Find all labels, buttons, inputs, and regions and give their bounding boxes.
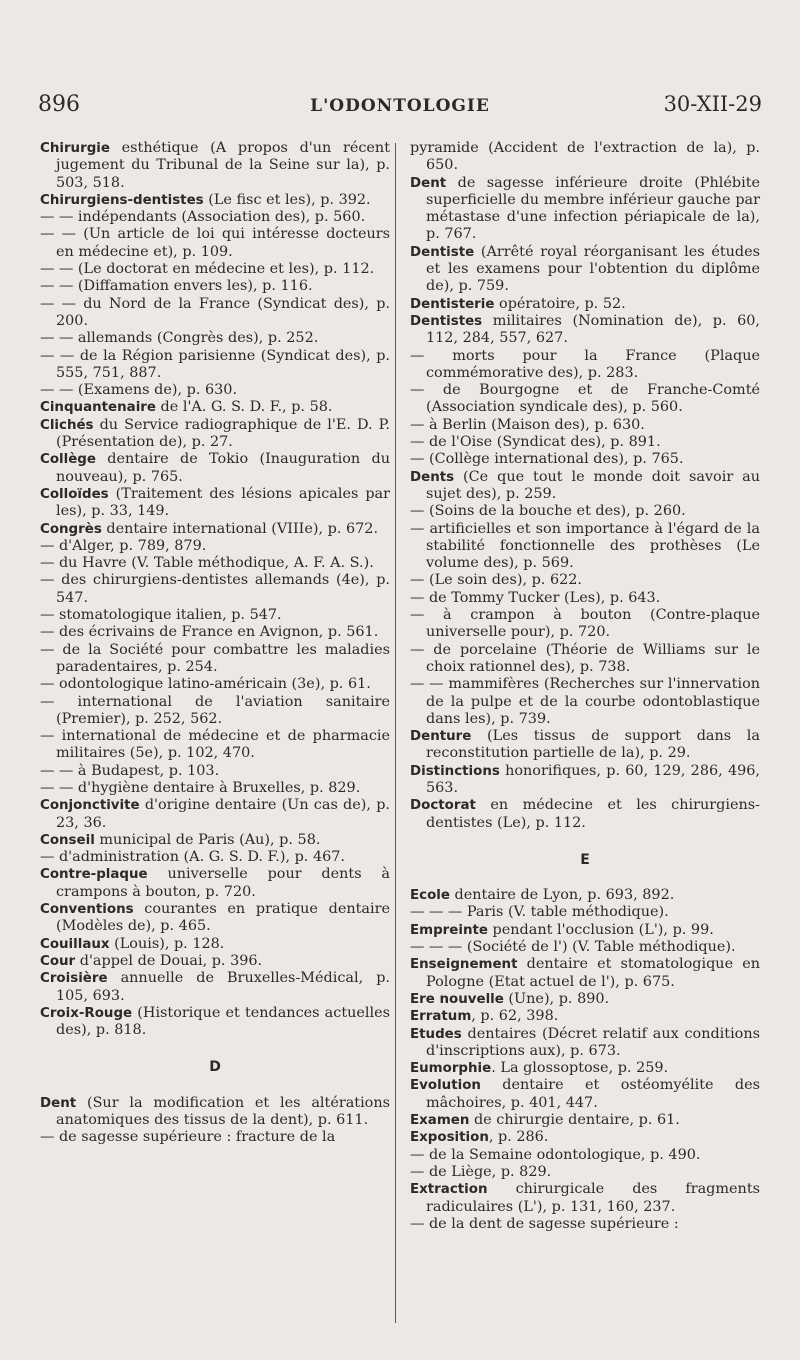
index-headword: Distinctions	[410, 763, 500, 779]
index-headword: Contre-plaque	[40, 867, 148, 883]
index-entry-text: d'origine dentaire (Un cas de), p. 23, 36.	[56, 797, 390, 831]
index-entry-text: — d'administration (A. G. S. D. F.), p. 467.	[40, 849, 345, 866]
index-headword: Colloïdes	[40, 486, 109, 502]
index-entry-text: municipal de Paris (Au), p. 58.	[94, 831, 321, 848]
index-entry-text: — de Liège, p. 829.	[410, 1163, 552, 1180]
index-entry	[410, 590, 760, 607]
index-entry-text: , p. 286.	[488, 1129, 549, 1146]
index-entry	[410, 521, 760, 573]
index-entry	[410, 1060, 760, 1077]
index-headword: Etudes	[410, 1026, 462, 1042]
index-entry-text: dentaire et stomatologique en Pologne (Etat actuel de l'), p. 675.	[426, 956, 760, 990]
index-entry	[40, 399, 390, 416]
index-entry	[410, 991, 760, 1008]
index-entry-text: dentaire de Lyon, p. 693, 892.	[449, 887, 675, 904]
index-entry	[410, 1008, 760, 1025]
index-headword: Collège	[40, 452, 96, 468]
index-entry-text: — (Le soin des), p. 622.	[410, 572, 582, 589]
index-entry-text: dentaires (Décret relatif aux conditions d'inscriptions aux), p. 673.	[426, 1025, 760, 1059]
index-entry-text: — — — Paris (V. table méthodique).	[410, 904, 669, 921]
index-headword: Conventions	[40, 902, 134, 918]
index-entry-text: (Le fisc et les), p. 392.	[203, 191, 371, 208]
running-title: L'ODONTOLOGIE	[310, 96, 490, 116]
index-entry	[40, 866, 390, 901]
index-headword: Dentistes	[410, 313, 483, 329]
index-entry-text: — à crampon à bouton (Contre-plaque universelle pour), p. 720.	[410, 607, 760, 641]
index-entry-text: annuelle de Bruxelles-Médical, p. 105, 693.	[56, 970, 390, 1004]
index-entry	[410, 1216, 760, 1233]
index-entry	[40, 140, 390, 192]
index-entry-text: — (Soins de la bouche et des), p. 260.	[410, 503, 686, 520]
index-entry	[40, 953, 390, 970]
index-headword: Croix-Rouge	[40, 1005, 133, 1021]
index-entry-text: — — du Nord de la France (Syndicat des), p. 200.	[40, 295, 390, 329]
index-entry	[40, 382, 390, 399]
index-entry	[410, 728, 760, 763]
index-entry-text: — de la dent de sagesse supérieure :	[410, 1215, 679, 1232]
index-entry-text: — — d'hygiène dentaire à Bruxelles, p. 829.	[40, 779, 361, 796]
index-headword: Denture	[410, 729, 472, 745]
index-entry	[410, 763, 760, 798]
index-entry	[40, 521, 390, 538]
index-entry-text: — — mammifères (Recherches sur l'innervation de la pulpe et de la courbe odontoblastique dans les), p. 739.	[410, 676, 760, 727]
index-entry	[40, 1129, 390, 1146]
index-entry	[40, 296, 390, 331]
index-entry	[40, 728, 390, 763]
index-entry-text: courantes en pratique dentaire (Modèles de), p. 465.	[56, 901, 390, 935]
index-entry-text: militaires (Nomination de), p. 60, 112, 284, 557, 627.	[426, 312, 760, 347]
index-headword: Examen	[410, 1113, 470, 1129]
index-entry	[410, 503, 760, 520]
index-headword: Conjonctivite	[40, 798, 140, 814]
index-entry-text: de l'A. G. S. D. F., p. 58.	[155, 399, 333, 416]
index-entry-text: honorifiques, p. 60, 129, 286, 496, 563.	[426, 762, 760, 796]
index-entry	[410, 1112, 760, 1129]
index-entry-text: — de sagesse supérieure : fracture de la	[40, 1129, 336, 1146]
index-entry	[40, 572, 390, 607]
index-entry-text: — odontologique latino-américain (3e), p. 61.	[40, 676, 371, 693]
index-entry	[40, 278, 390, 295]
index-entry	[40, 261, 390, 278]
index-entry-text: (Une), p. 890.	[503, 990, 610, 1007]
index-entry	[410, 956, 760, 991]
index-entry	[410, 382, 760, 417]
index-column-left	[40, 140, 390, 1147]
index-entry	[40, 1095, 390, 1130]
index-entry-text: — artificielles et son importance à l'égard de la stabilité fonctionnelle des prothèses (Le volume des), p. 569.	[410, 520, 760, 572]
index-entry-text: . La glossoptose, p. 259.	[491, 1060, 669, 1077]
index-entry	[40, 624, 390, 641]
index-entry	[410, 922, 760, 939]
index-headword: Cour	[40, 953, 76, 969]
index-entry-text: , p. 62, 398.	[471, 1008, 559, 1025]
index-entry-text: (Traitement des lésions apicales par les), p. 33, 149.	[56, 485, 390, 520]
index-entry-text: — de l'Oise (Syndicat des), p. 891.	[410, 434, 661, 451]
index-entry	[40, 538, 390, 555]
index-entry	[410, 348, 760, 383]
index-entry	[410, 469, 760, 504]
index-entry-text: de sagesse inférieure droite (Phlébite superficielle du membre inférieur gauche par métastase d'une infection périapicale de la), p. 767.	[426, 174, 760, 243]
index-entry-text: — des écrivains de France en Avignon, p. 561.	[40, 624, 379, 641]
index-entry	[410, 607, 760, 642]
index-entry-text: — — allemands (Congrès des), p. 252.	[40, 330, 319, 347]
index-entry-text: — de la Société pour combattre les maladies paradentaires, p. 254.	[40, 641, 390, 675]
index-entry	[410, 313, 760, 348]
index-entry	[40, 486, 390, 521]
index-entry	[40, 642, 390, 677]
index-headword: Eumorphie	[410, 1061, 492, 1077]
index-entry	[40, 832, 390, 849]
index-entry-text: pendant l'occlusion (L'), p. 99.	[487, 921, 714, 938]
issue-date: 30-XII-29	[663, 92, 762, 116]
index-entry-text: — — indépendants (Association des), p. 560.	[40, 209, 366, 226]
index-entry-text: du Service radiographique de l'E. D. P. (Présentation de), p. 27.	[56, 416, 390, 451]
index-entry	[40, 694, 390, 729]
index-entry-text: (Sur la modification et les altérations anatomiques des tissus de la dent), p. 611.	[56, 1094, 390, 1129]
index-entry	[410, 175, 760, 244]
index-entry-text: — international de l'aviation sanitaire (Premier), p. 252, 562.	[40, 693, 390, 727]
index-headword: Dent	[40, 1095, 77, 1111]
index-entry-text: — de Bourgogne et de Franche-Comté (Association syndicale des), p. 560.	[410, 382, 760, 416]
index-entry-text: — de Tommy Tucker (Les), p. 643.	[410, 589, 661, 606]
index-entry	[410, 797, 760, 832]
index-entry-text: — à Berlin (Maison des), p. 630.	[410, 416, 645, 433]
index-entry-text: (Arrêté royal réorganisant les études et les examens pour l'obtention du diplôme de), p. 759.	[426, 243, 760, 295]
index-entry	[410, 676, 760, 728]
index-headword: Dentiste	[410, 244, 475, 260]
page-number: 896	[38, 92, 80, 117]
index-entry	[410, 887, 760, 904]
index-entry-text: universelle pour dents à crampons à bouton, p. 720.	[56, 866, 390, 900]
index-headword: Chirurgie	[40, 141, 110, 156]
index-entry	[410, 642, 760, 677]
index-entry	[40, 330, 390, 347]
index-entry	[40, 209, 390, 226]
index-entry	[410, 1147, 760, 1164]
index-entry-text: chirurgicale des fragments radiculaires (L'), p. 131, 160, 237.	[426, 1181, 760, 1215]
index-entry-text: — des chirurgiens-dentistes allemands (4e), p. 547.	[40, 572, 390, 606]
index-entry-text: de chirurgie dentaire, p. 61.	[469, 1112, 680, 1129]
index-entry-text: pyramide (Accident de l'extraction de la), p. 650.	[410, 140, 760, 174]
column-divider	[395, 143, 396, 1323]
index-entry-text: — (Collège international des), p. 765.	[410, 451, 684, 468]
index-entry	[40, 849, 390, 866]
index-entry-text: — — (Diffamation envers les), p. 116.	[40, 278, 313, 295]
index-entry-text: dentaire de Tokio (Inauguration du nouveau), p. 765.	[56, 451, 390, 485]
index-entry	[40, 607, 390, 624]
index-headword: Congrès	[40, 521, 102, 537]
index-entry	[40, 451, 390, 486]
index-entry	[40, 763, 390, 780]
index-entry-text: esthétique (A propos d'un récent jugement du Tribunal de la Seine sur la), p. 503, 518.	[56, 140, 390, 191]
index-entry	[40, 676, 390, 693]
index-entry	[410, 1077, 760, 1112]
page-header	[38, 92, 762, 124]
index-column-right	[410, 140, 760, 1233]
index-entry	[410, 244, 760, 296]
index-entry	[410, 1181, 760, 1216]
index-entry-text: (Louis), p. 128.	[109, 935, 225, 952]
index-entry	[40, 555, 390, 572]
index-entry-text: — de la Semaine odontologique, p. 490.	[410, 1146, 701, 1163]
index-entry	[410, 417, 760, 434]
index-headword: Empreinte	[410, 922, 488, 938]
index-entry	[410, 296, 760, 313]
index-headword: Extraction	[410, 1182, 488, 1198]
index-entry-text: (Les tissus de support dans la reconstitution partielle de la), p. 29.	[426, 728, 760, 762]
index-entry-text: — morts pour la France (Plaque commémorative des), p. 283.	[410, 347, 760, 381]
index-entry	[410, 451, 760, 468]
index-entry	[40, 936, 390, 953]
index-entry-text: — stomatologique italien, p. 547.	[40, 607, 282, 624]
index-entry-text: — — (Examens de), p. 630.	[40, 382, 238, 399]
section-letter: D	[209, 1059, 221, 1076]
index-entry	[40, 797, 390, 832]
index-headword: Evolution	[410, 1078, 481, 1094]
index-entry	[40, 348, 390, 383]
index-entry	[410, 1026, 760, 1061]
index-entry-text: d'appel de Douai, p. 396.	[75, 952, 263, 969]
index-headword: Chirurgiens-dentistes	[40, 192, 204, 208]
index-headword: Conseil	[40, 832, 95, 848]
index-entry-text: en médecine et les chirurgiens-dentistes (Le), p. 112.	[426, 797, 760, 831]
index-entry	[40, 780, 390, 797]
index-entry-text: — — (Le doctorat en médecine et les), p. 112.	[40, 261, 375, 278]
index-entry-text: (Historique et tendances actuelles des), p. 818.	[56, 1004, 390, 1039]
index-entry	[40, 970, 390, 1005]
index-entry-text: — d'Alger, p. 789, 879.	[40, 537, 207, 554]
section-letter: E	[580, 851, 590, 868]
index-headword: Cinquantenaire	[40, 400, 156, 416]
index-headword: Exposition	[410, 1130, 489, 1146]
index-entry	[40, 1005, 390, 1040]
index-headword: Ecole	[410, 888, 450, 904]
index-headword: Doctorat	[410, 798, 476, 814]
index-entry-text: — — — (Société de l') (V. Table méthodique).	[410, 939, 736, 956]
index-entry	[410, 939, 760, 956]
index-entry	[410, 1129, 760, 1146]
index-headword: Ere nouvelle	[410, 991, 504, 1007]
index-headword: Dent	[410, 175, 447, 191]
index-entry	[40, 226, 390, 261]
index-entry-text: — de porcelaine (Théorie de Williams sur le choix rationnel des), p. 738.	[410, 641, 760, 675]
index-entry-text: dentaire et ostéomyélite des mâchoires, p. 401, 447.	[426, 1077, 760, 1111]
index-headword: Dentisterie	[410, 296, 495, 312]
index-headword: Erratum	[410, 1009, 472, 1025]
index-headword: Couillaux	[40, 936, 110, 952]
index-headword: Enseignement	[410, 957, 518, 973]
index-entry	[40, 192, 390, 209]
index-headword: Croisière	[40, 971, 108, 987]
index-entry-text: opératoire, p. 52.	[494, 295, 626, 312]
index-entry	[410, 434, 760, 451]
index-entry	[410, 572, 760, 589]
index-entry-text: — international de médecine et de pharmacie militaires (5e), p. 102, 470.	[40, 728, 390, 762]
index-entry	[410, 140, 760, 175]
index-entry-text: — — à Budapest, p. 103.	[40, 762, 220, 779]
index-entry-text: — — de la Région parisienne (Syndicat des), p. 555, 751, 887.	[40, 347, 390, 381]
index-entry-text: (Ce que tout le monde doit savoir au sujet des), p. 259.	[426, 468, 760, 502]
index-entry	[410, 1164, 760, 1181]
index-headword: Dents	[410, 469, 455, 485]
index-entry	[40, 417, 390, 452]
index-entry	[40, 901, 390, 936]
index-entry-text: dentaire international (VIIIe), p. 672.	[101, 520, 379, 537]
index-entry-text: — — (Un article de loi qui intéresse docteurs en médecine et), p. 109.	[40, 226, 390, 260]
index-entry	[410, 904, 760, 921]
index-entry-text: — du Havre (V. Table méthodique, A. F. A. S.).	[40, 555, 374, 572]
index-headword: Clichés	[40, 417, 94, 433]
